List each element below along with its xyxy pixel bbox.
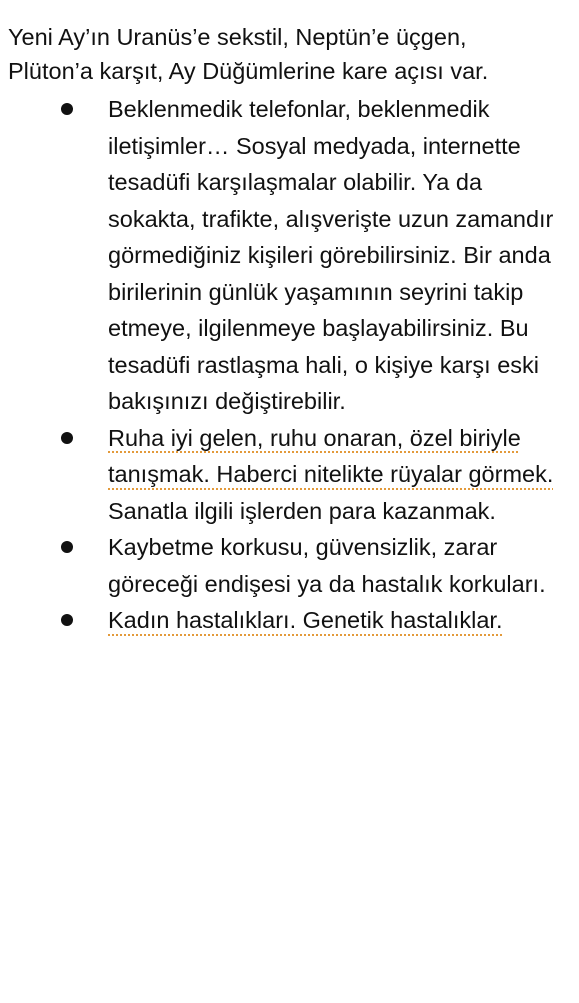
bullet-icon bbox=[61, 541, 73, 553]
list-item-text bbox=[108, 602, 568, 639]
bullet-icon bbox=[61, 614, 73, 626]
list-item-text: Kaybetme korkusu, güvensizlik, zarar göreceği endişesi ya da hastalık korkuları. bbox=[108, 534, 546, 597]
list-item-text-rest: Sanatla ilgili işlerden para kazanmak. bbox=[108, 497, 496, 524]
list-item bbox=[8, 420, 561, 530]
spellcheck-underlined-text: Kadın hastalıkları. Genetik hastalıklar. bbox=[108, 607, 503, 633]
intro-paragraph: Yeni Ay’ın Uranüs’e sekstil, Neptün’e üçgen, Plüton’a karşıt, Ay Düğümlerine kare açısı var. bbox=[8, 24, 489, 84]
bullet-icon bbox=[61, 432, 73, 444]
bullet-list bbox=[8, 91, 561, 639]
list-item bbox=[8, 91, 561, 420]
spellcheck-underlined-text: Ruha iyi gelen, ruhu onaran, özel biriyle tanışmak. Haberci nitelikte rüyalar görmek. bbox=[108, 424, 554, 487]
bullet-icon bbox=[61, 103, 73, 115]
list-item-text bbox=[108, 420, 568, 530]
list-item-text: Beklenmedik telefonlar, beklenmedik iletişimler… Sosyal medyada, internette tesadüfi karşılaşmalar olabilir. Ya da sokakta, trafikte, alışverişte uzun zamandır görmediğiniz kişileri görebilirsiniz. Bir anda birilerinin günlük yaşamının seyrini takip etmeye, ilgilenmeye başlayabilirsiniz. Bu tesadüfi rastlaşma hali, o kişiye karşı eski bakışınızı değiştirebilir. bbox=[108, 96, 554, 414]
list-item bbox=[8, 529, 561, 602]
list-item bbox=[8, 602, 561, 639]
